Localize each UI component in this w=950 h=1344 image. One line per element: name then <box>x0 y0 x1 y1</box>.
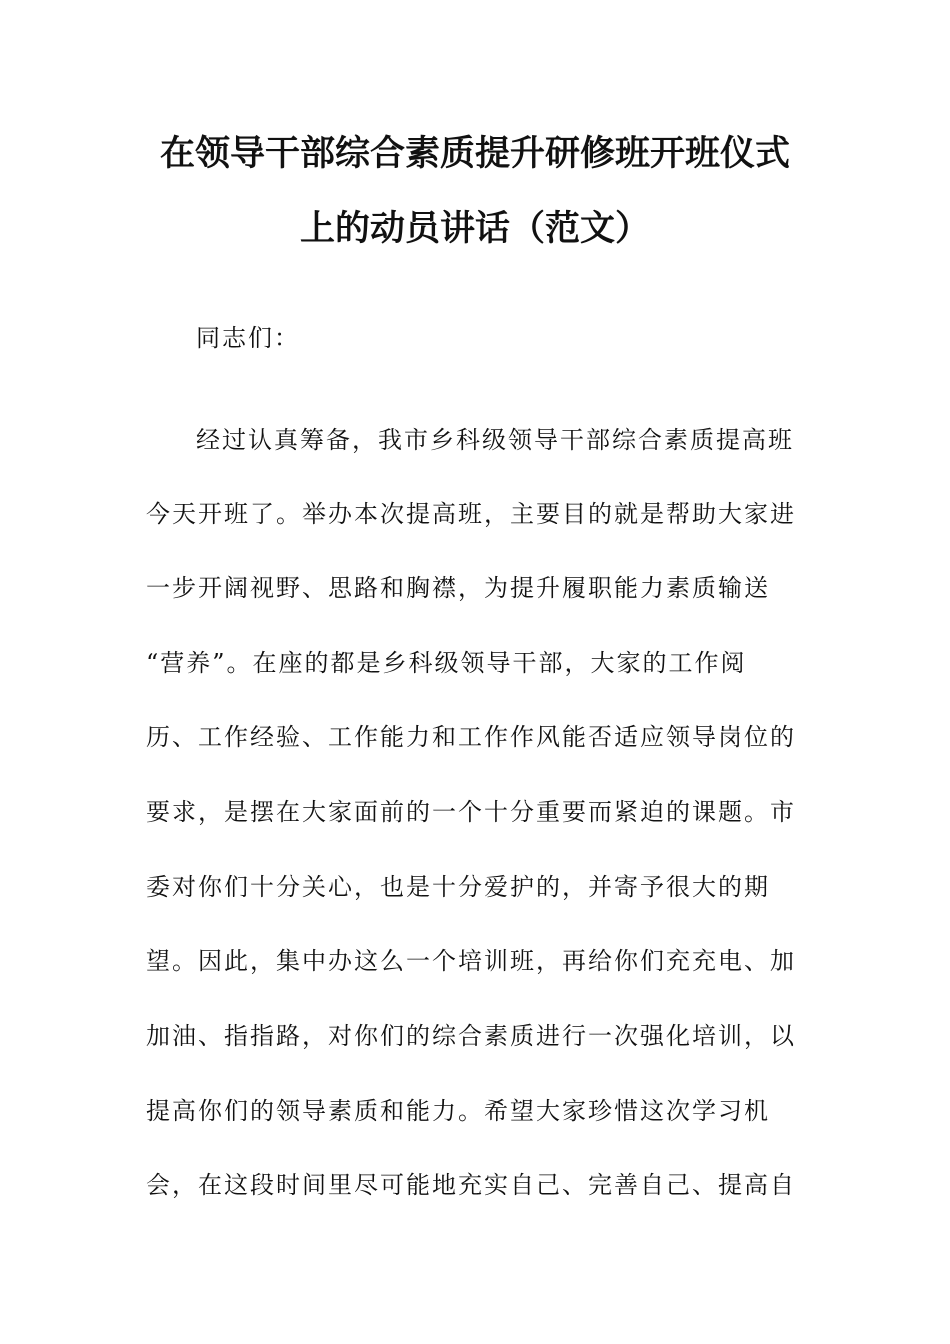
body-line-6: 要求，是摆在大家面前的一个十分重要而紧迫的课题。市 <box>146 798 796 826</box>
body-line-2: 今天开班了。举办本次提高班，主要目的就是帮助大家进 <box>146 500 796 528</box>
salutation: 同志们： <box>196 324 300 352</box>
body-line-7: 委对你们十分关心，也是十分爱护的，并寄予很大的期 <box>146 873 770 901</box>
body-line-3: 一步开阔视野、思路和胸襟，为提升履职能力素质输送 <box>146 574 770 602</box>
body-line-11: 会，在这段时间里尽可能地充实自己、完善自己、提高自 <box>146 1171 796 1199</box>
body-line-9: 加油、指指路，对你们的综合素质进行一次强化培训，以 <box>146 1022 796 1050</box>
body-line-4: “营养”。在座的都是乡科级领导干部，大家的工作阅 <box>146 649 747 677</box>
document-title-line-2: 上的动员讲话（范文） <box>299 209 650 249</box>
body-line-8: 望。因此，集中办这么一个培训班，再给你们充充电、加 <box>146 947 796 975</box>
document-title-line-1: 在领导干部综合素质提升研修班开班仪式 <box>159 134 790 174</box>
body-line-5: 历、工作经验、工作能力和工作作风能否适应领导岗位的 <box>146 723 796 751</box>
body-line-10: 提高你们的领导素质和能力。希望大家珍惜这次学习机 <box>146 1097 770 1125</box>
body-line-1: 经过认真筹备，我市乡科级领导干部综合素质提高班 <box>196 426 794 454</box>
